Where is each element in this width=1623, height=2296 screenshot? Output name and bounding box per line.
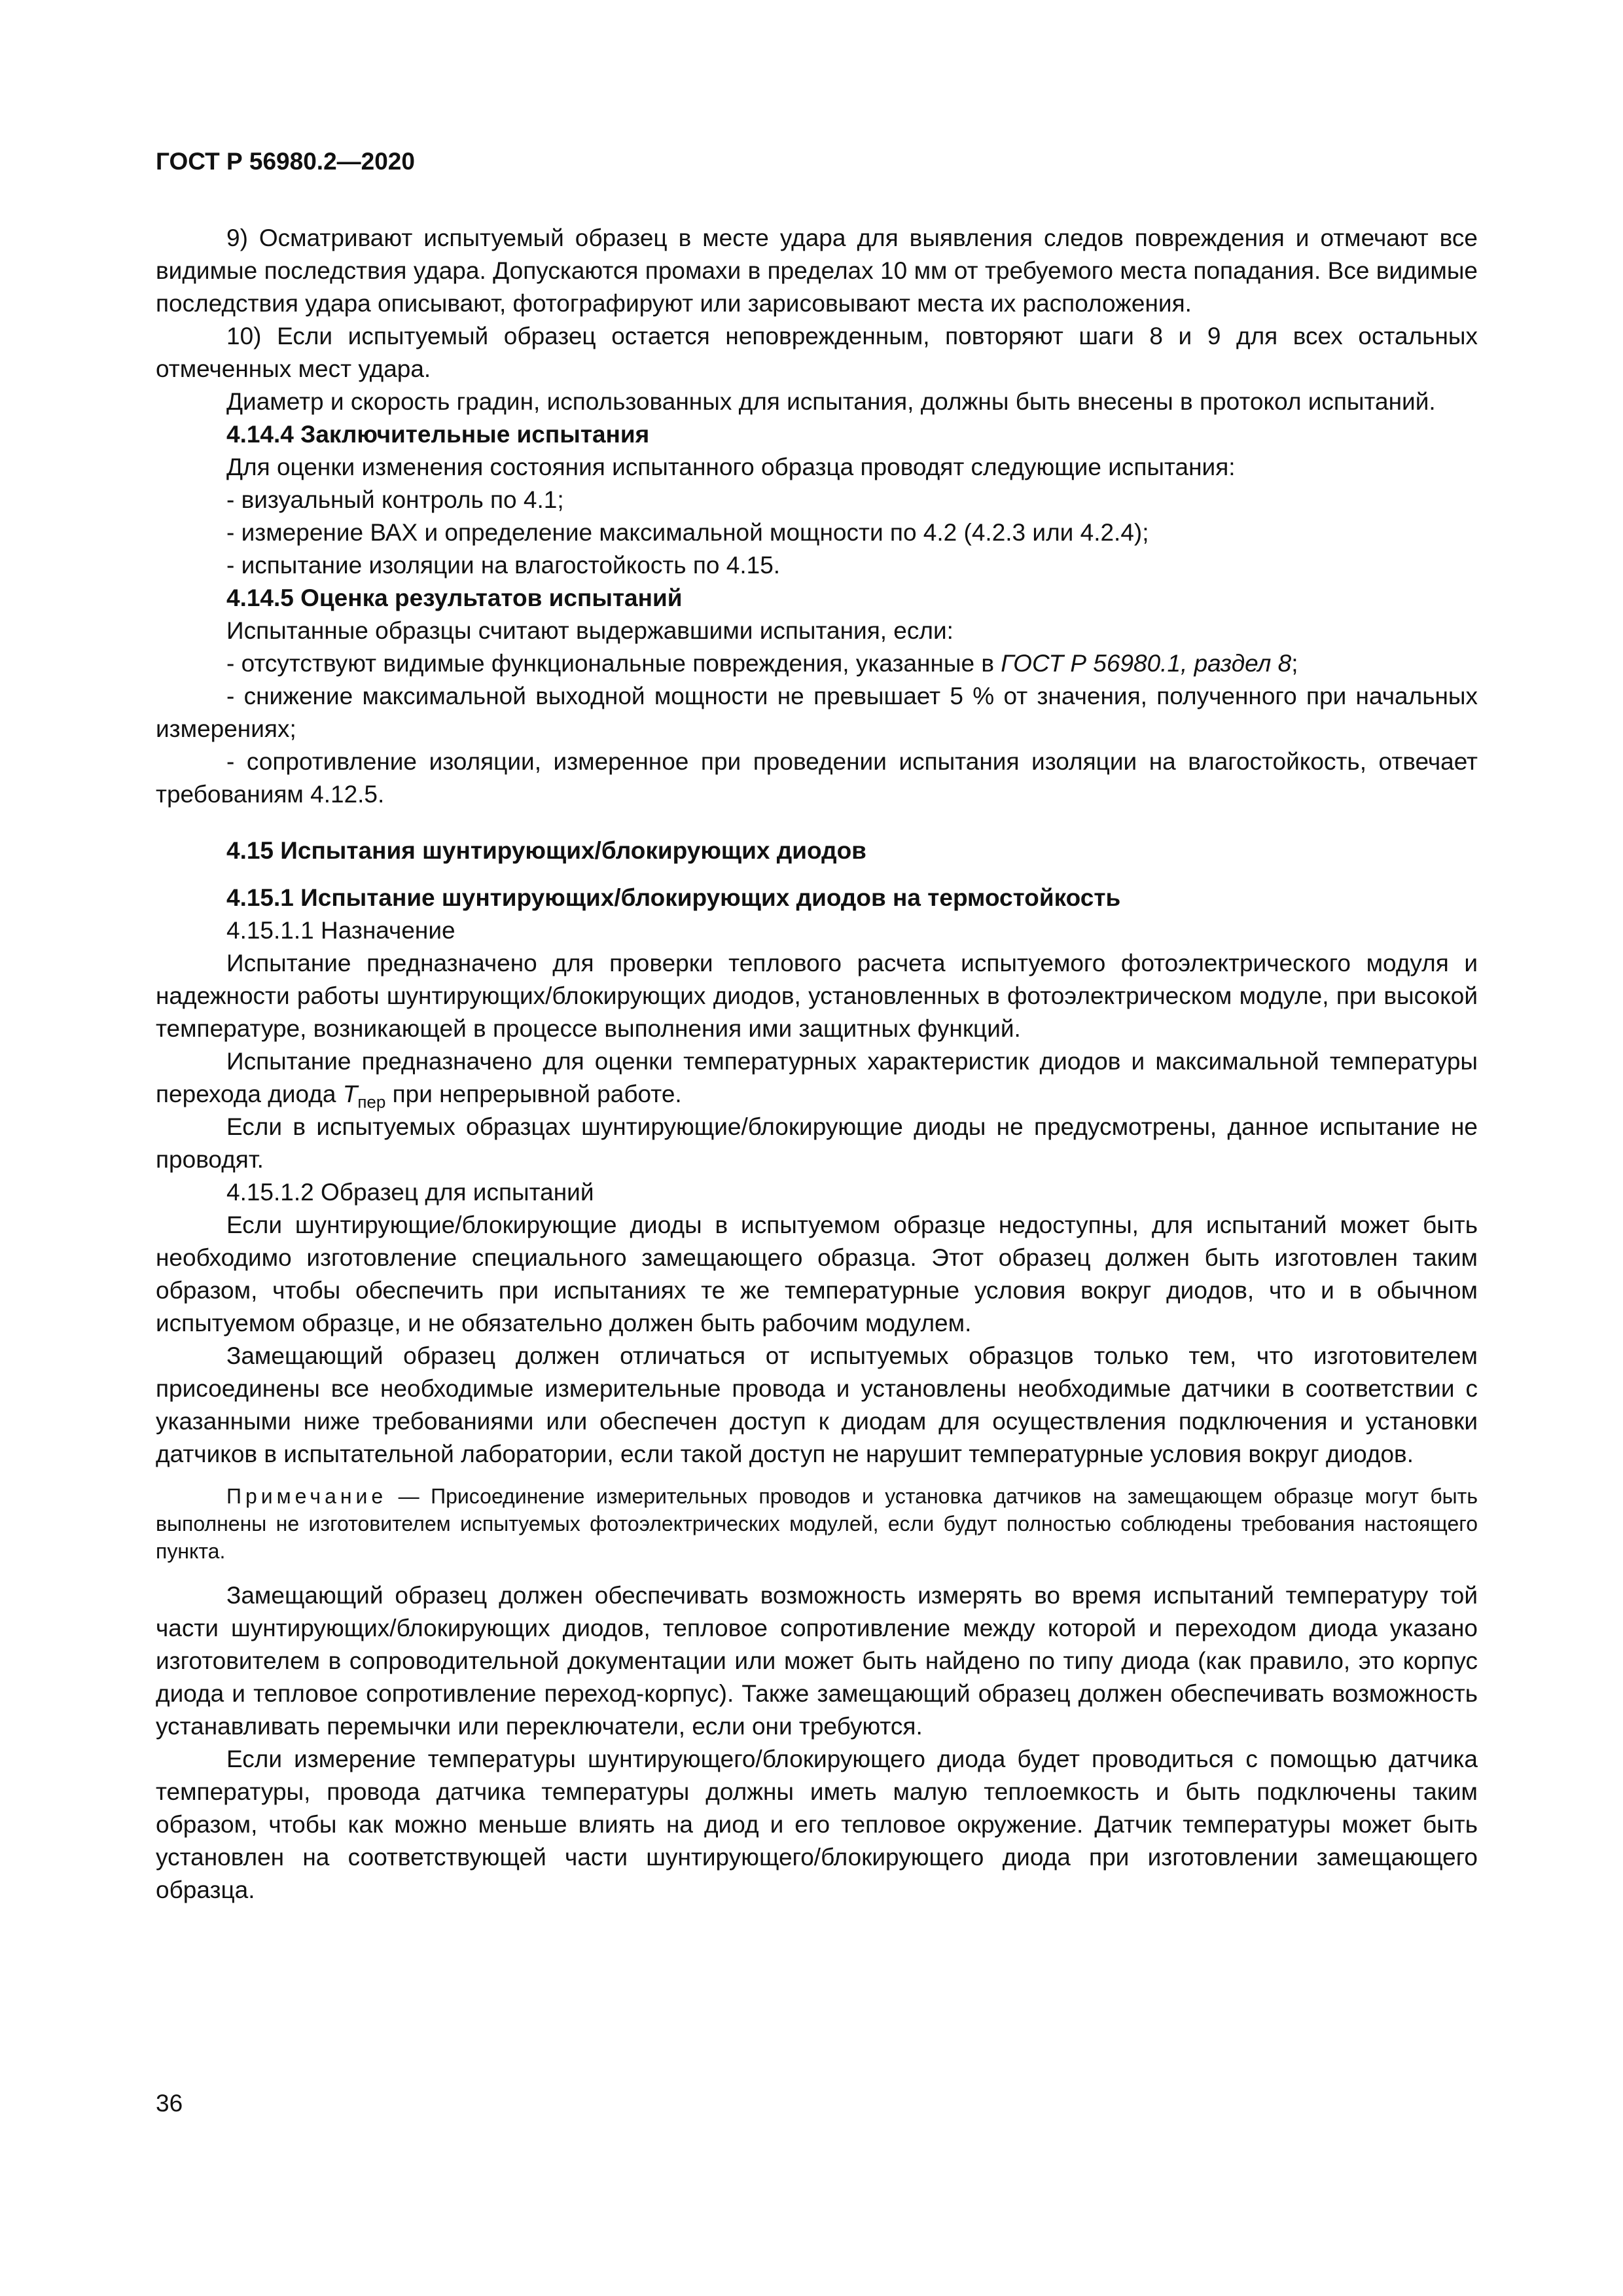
heading-4-15-1-2: 4.15.1.2 Образец для испытаний bbox=[226, 1179, 594, 1206]
paragraph-step-10: 10) Если испытуемый образец остается неповрежденным, повторяют шаги 8 и 9 для всех остальных отмеченных мест удара. bbox=[156, 323, 1478, 382]
list-item-visual-check: - визуальный контроль по 4.1; bbox=[226, 486, 564, 513]
paragraph-purpose-2-end: при непрерывной работе. bbox=[385, 1081, 682, 1107]
list-item-insulation-test: - испытание изоляции на влагостойкость по 4.15. bbox=[226, 552, 781, 579]
list-item-power-drop: - снижение максимальной выходной мощности не превышает 5 % от значения, полученного при начальных измерениях; bbox=[156, 683, 1478, 742]
heading-4-14-4: 4.14.4 Заключительные испытания bbox=[226, 421, 650, 448]
paragraph-purpose-1: Испытание предназначено для проверки теплового расчета испытуемого фотоэлектрического модуля и надежности работы шунтирующих/блокирующих диодов, установленных в фотоэлектрическом модуле, при высокой температуре, возникающей в процессе выполнения ими защитных функций. bbox=[156, 950, 1478, 1042]
heading-4-15: 4.15 Испытания шунтирующих/блокирующих диодов bbox=[226, 837, 866, 864]
heading-4-15-1-1: 4.15.1.1 Назначение bbox=[226, 917, 455, 944]
heading-4-14-5: 4.14.5 Оценка результатов испытаний bbox=[226, 584, 683, 611]
note-block bbox=[156, 1482, 1478, 1565]
document-code-header: ГОСТ Р 56980.2—2020 bbox=[156, 148, 415, 175]
paragraph-final-tests-intro: Для оценки изменения состояния испытанного образца проводят следующие испытания: bbox=[226, 454, 1236, 480]
standard-reference: ГОСТ Р 56980.1, раздел 8 bbox=[1001, 650, 1292, 677]
page-number: 36 bbox=[156, 2090, 183, 2117]
paragraph-pass-criteria-intro: Испытанные образцы считают выдержавшими испытания, если: bbox=[226, 617, 954, 644]
paragraph-purpose-3: Если в испытуемых образцах шунтирующие/блокирующие диоды не предусмотрены, данное испытание не проводят. bbox=[156, 1113, 1478, 1173]
note-label: Примечание bbox=[226, 1484, 387, 1508]
document-page bbox=[156, 147, 1478, 1907]
list-item-insulation-resistance: - сопротивление изоляции, измеренное при проведении испытания изоляции на влагостойкость, отвечает требованиям 4.12.5. bbox=[156, 748, 1478, 808]
junction-temperature-symbol: T bbox=[342, 1081, 358, 1107]
heading-4-15-1: 4.15.1 Испытание шунтирующих/блокирующих диодов на термостойкость bbox=[226, 884, 1121, 911]
list-item-no-damage-text: - отсутствуют видимые функциональные повреждения, указанные в bbox=[226, 650, 1001, 677]
note-text: — Присоединение измерительных проводов и установка датчиков на замещающем образце могут быть выполнены не изготовителем испытуемых фотоэлектрических модулей, если будут полностью соблюдены требования настоящего пункта. bbox=[156, 1484, 1478, 1563]
paragraph-sample-4: Если измерение температуры шунтирующего/блокирующего диода будет проводиться с помощью датчика температуры, провода датчика температуры должны иметь малую теплоемкость и быть подключены таким образом, чтобы как можно меньше влиять на диод и его тепловое окружение. Датчик температуры может быть установлен на соответствующей части шунтирующего/блокирующего диода при изготовлении замещающего образца. bbox=[156, 1746, 1478, 1903]
paragraph-hail-protocol: Диаметр и скорость градин, использованных для испытания, должны быть внесены в протокол испытаний. bbox=[226, 388, 1436, 415]
paragraph-sample-1: Если шунтирующие/блокирующие диоды в испытуемом образце недоступны, для испытаний может быть необходимо изготовление специального замещающего образца. Этот образец должен быть изготовлен таким образом, чтобы обеспечить при испытаниях те же температурные условия вокруг диодов, что и в обычном испытуемом образце, и не обязательно должен быть рабочим модулем. bbox=[156, 1211, 1478, 1336]
paragraph-sample-3: Замещающий образец должен обеспечивать возможность измерять во время испытаний температуру той части шунтирующих/блокирующих диодов, тепловое сопротивление между которой и переходом диода указано изготовителем в сопроводительной документации или может быть найдено по типу диода (как правило, это корпус диода и тепловое сопротивление переход-корпус). Также замещающий образец должен обеспечивать возможность устанавливать перемычки или переключатели, если они требуются. bbox=[156, 1582, 1478, 1740]
list-item-no-damage bbox=[156, 647, 1478, 680]
paragraph-purpose-2-text: Испытание предназначено для оценки температурных характеристик диодов и максимальной температуры перехода диода bbox=[156, 1048, 1478, 1107]
paragraph-sample-2: Замещающий образец должен отличаться от испытуемых образцов только тем, что изготовителем присоединены все необходимые измерительные провода и установлены необходимые датчики в соответствии с указанными ниже требованиями или обеспечен доступ к диодам для осуществления подключения и установки датчиков в испытательной лаборатории, если такой доступ не нарушит температурные условия вокруг диодов. bbox=[156, 1342, 1478, 1467]
paragraph-purpose-2 bbox=[156, 1045, 1478, 1111]
junction-temperature-subscript: пер bbox=[357, 1092, 386, 1112]
list-item-vac-measurement: - измерение ВАХ и определение максимальной мощности по 4.2 (4.2.3 или 4.2.4); bbox=[226, 519, 1149, 546]
paragraph-step-9: 9) Осматривают испытуемый образец в месте удара для выявления следов повреждения и отмечают все видимые последствия удара. Допускаются промахи в пределах 10 мм от требуемого места попадания. Все видимые последствия удара описывают, фотографируют или зарисовывают места их расположения. bbox=[156, 224, 1478, 317]
list-item-no-damage-end: ; bbox=[1291, 650, 1298, 677]
